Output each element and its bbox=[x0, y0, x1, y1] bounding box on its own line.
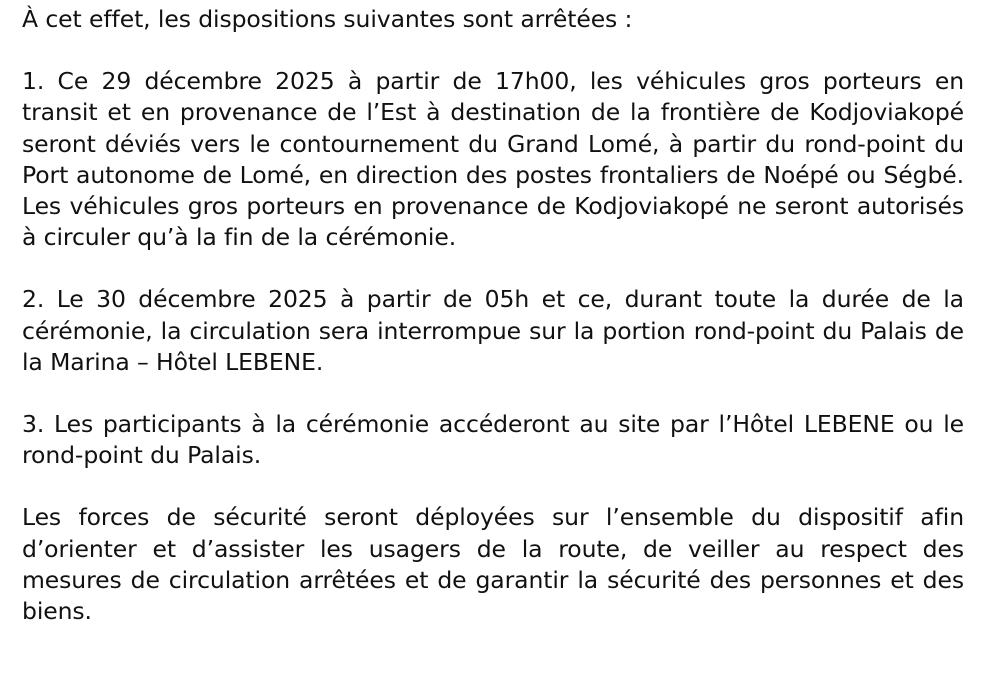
disposition-item-3: 3. Les participants à la cérémonie accéderont au site par l’Hôtel LEBENE ou le rond-point du Palais. bbox=[22, 410, 964, 470]
disposition-item-2: 2. Le 30 décembre 2025 à partir de 05h et ce, durant toute la durée de la cérémonie, la circulation sera interrompue sur la portion rond-point du Palais de la Marina – Hôtel LEBENE. bbox=[22, 285, 964, 376]
intro-paragraph: À cet effet, les dispositions suivantes sont arrêtées : bbox=[22, 5, 633, 33]
closing-paragraph: Les forces de sécurité seront déployées sur l’ensemble du dispositif afin d’orienter et d’assister les usagers de la route, de veiller au respect des mesures de circulation arrêtées et de garantir la sécurité des personnes et des biens. bbox=[22, 503, 964, 626]
disposition-item-1: 1. Ce 29 décembre 2025 à partir de 17h00, les véhicules gros porteurs en transit et en provenance de l’Est à destination de la frontière de Kodjoviakopé seront déviés vers le contournement du Grand Lomé, à partir du rond-point du Port autonome de Lomé, en direction des postes frontaliers de Noépé ou Ségbé. Les véhicules gros porteurs en provenance de Kodjoviakopé ne seront autorisés à circuler qu’à la fin de la cérémonie. bbox=[22, 67, 964, 252]
